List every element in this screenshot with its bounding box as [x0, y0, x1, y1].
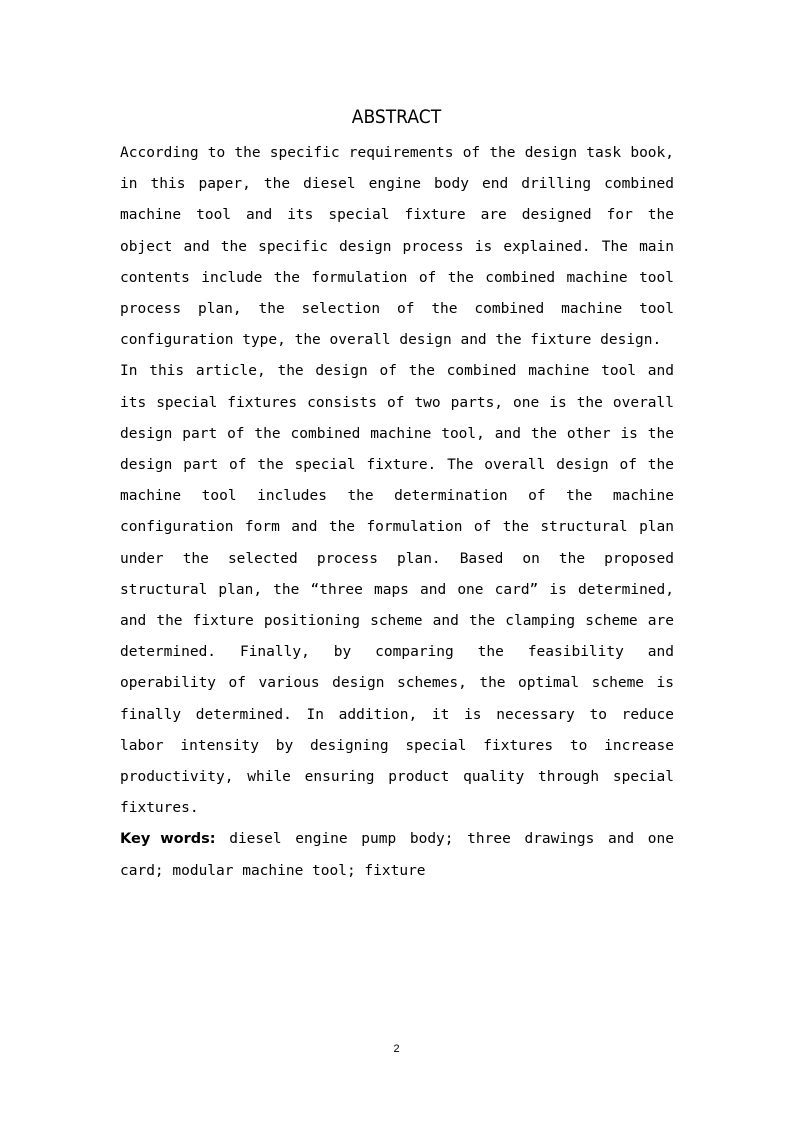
abstract-title: ABSTRACT — [351, 106, 442, 128]
page-number: 2 — [393, 1043, 400, 1055]
abstract-paragraph-2: In this article, the design of the combined machine tool and its special fixtures consists of two parts, one is the overall design part of the combined machine tool, and the other is the design part of the special fixture. The overall design of the machine tool includes the determination of the machine configuration form and the formulation of the structural plan under the selected process plan. Based on the proposed structural plan, the “three maps and one card” is determined, and the fixture positioning scheme and the clamping scheme are determined. Finally, by comparing the feasibility and operability of various design schemes, the optimal scheme is finally determined. In addition, it is necessary to reduce labor intensity by designing special fixtures to increase productivity, while ensuring product quality through special fixtures. — [120, 363, 674, 817]
keywords-text: diesel engine pump body; three drawings and one card; modular machine tool; fixture — [120, 831, 674, 879]
abstract-body — [120, 138, 674, 887]
abstract-paragraph-1: According to the specific requirements of the design task book, in this paper, the diesel engine body end drilling combined machine tool and its special fixture are designed for the object and the specific design process is explained. The main contents include the formulation of the combined machine tool process plan, the selection of the combined machine tool configuration type, the overall design and the fixture design. — [120, 145, 674, 349]
keywords-line — [120, 824, 674, 886]
keywords-label: Key words: — [120, 831, 216, 848]
